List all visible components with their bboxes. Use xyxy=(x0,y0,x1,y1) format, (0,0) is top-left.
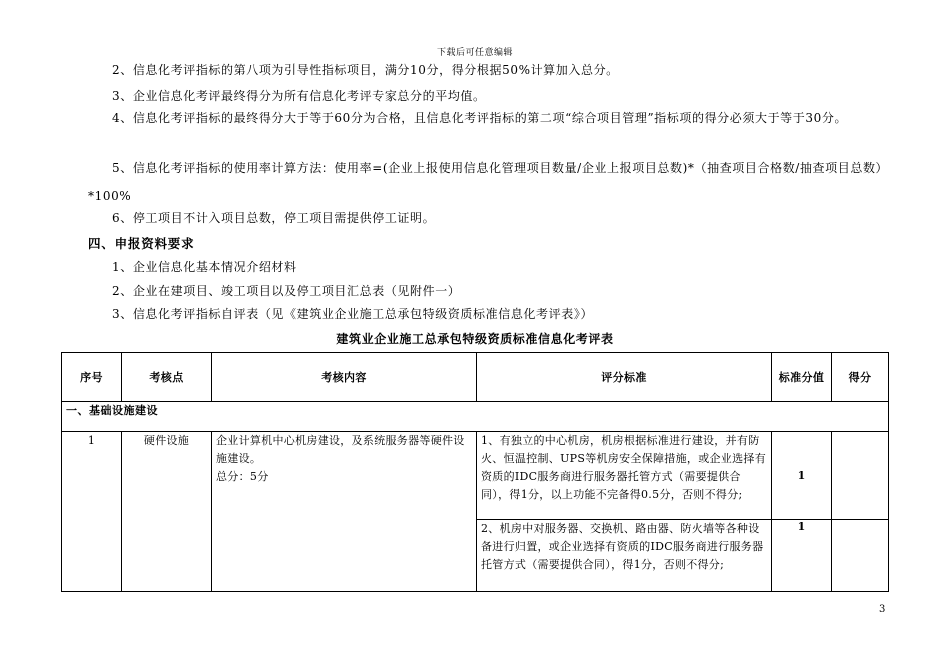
evaluation-table xyxy=(61,352,889,592)
paragraph-rule-4: 4、信息化考评指标的最终得分大于等于60分为合格，且信息化考评指标的第二项“综合项目管理”指标项的得分必须大于等于30分。 xyxy=(112,111,848,125)
row-criteria-2-score: 1 xyxy=(772,520,832,592)
paragraph-rule-2: 2、信息化考评指标的第八项为引导性指标项目，满分10分，得分根据50%计算加入总分。 xyxy=(112,63,619,77)
header-content: 考核内容 xyxy=(212,353,477,402)
table-title: 建筑业企业施工总承包特级资质标准信息化考评表 xyxy=(336,332,614,346)
row-point: 硬件设施 xyxy=(122,432,212,592)
header-score: 得分 xyxy=(832,353,889,402)
section-heading: 四、申报资料要求 xyxy=(88,236,195,251)
row-criteria-2: 2、机房中对服务器、交换机、路由器、防火墙等各种设备进行归置，或企业选择有资质的IDC服务商进行服务器托管方式（需要提供合同），得1分，否则不得分; xyxy=(477,520,772,592)
table-row xyxy=(62,432,889,520)
requirement-2: 2、企业在建项目、竣工项目以及停工项目汇总表（见附件一） xyxy=(112,284,461,298)
page-number: 3 xyxy=(879,604,886,615)
section-row xyxy=(62,402,889,432)
header-standard-score: 标准分值 xyxy=(772,353,832,402)
header-criteria: 评分标准 xyxy=(477,353,772,402)
section-label: 一、基础设施建设 xyxy=(62,402,889,432)
row-index: 1 xyxy=(62,432,122,592)
requirement-1: 1、企业信息化基本情况介绍材料 xyxy=(112,260,297,274)
row-criteria-1-score: 1 xyxy=(772,432,832,520)
requirement-3: 3、信息化考评指标自评表（见《建筑业企业施工总承包特级资质标准信息化考评表》） xyxy=(112,307,594,321)
row-content xyxy=(212,432,477,592)
row-content-total: 总分：5分 xyxy=(216,470,269,483)
paragraph-rule-3: 3、企业信息化考评最终得分为所有信息化考评专家总分的平均值。 xyxy=(112,89,486,103)
row-criteria-1-got xyxy=(832,432,889,520)
header-index: 序号 xyxy=(62,353,122,402)
header-note: 下载后可任意编辑 xyxy=(436,48,513,58)
row-criteria-2-got xyxy=(832,520,889,592)
row-content-text: 企业计算机中心机房建设，及系统服务器等硬件设施建设。 xyxy=(216,434,465,465)
row-criteria-1: 1、有独立的中心机房，机房根据标准进行建设，并有防火、恒温控制、UPS等机房安全保障措施，或企业选择有资质的IDC服务商进行服务器托管方式（需要提供合同），得1分，以上功能不完备得0.5分，否则不得分; xyxy=(477,432,772,520)
paragraph-rule-6: 6、停工项目不计入项目总数，停工项目需提供停工证明。 xyxy=(112,211,436,225)
table-header-row xyxy=(62,353,889,402)
paragraph-rule-5: 5、信息化考评指标的使用率计算方法：使用率=(企业上报使用信息化管理项目数量/企业上报项目总数)*（抽查项目合格数/抽查项目总数）*100% xyxy=(88,161,889,203)
header-point: 考核点 xyxy=(122,353,212,402)
